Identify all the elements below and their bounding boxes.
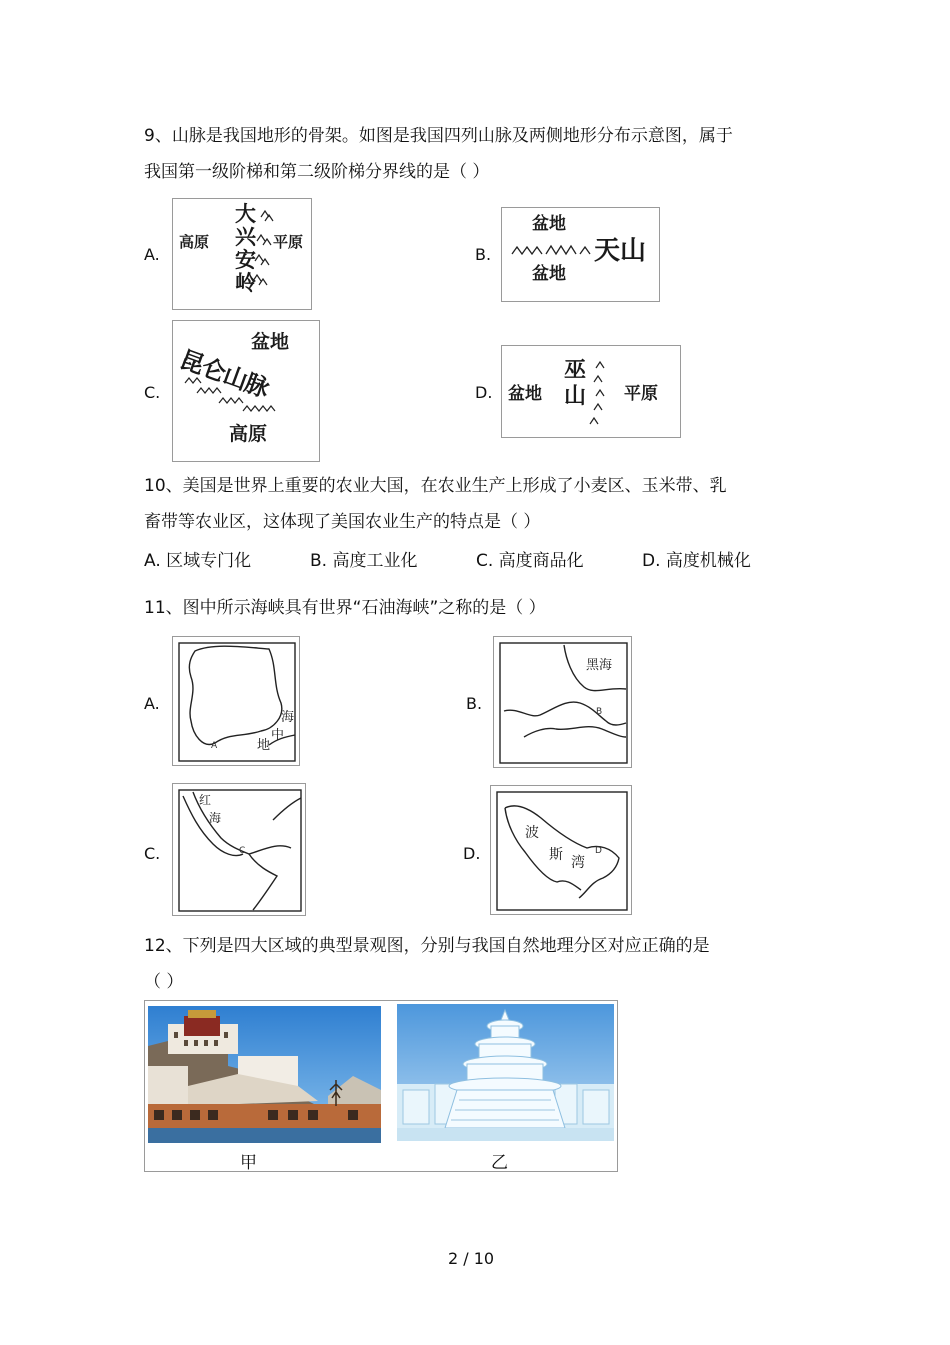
q11-option-d-map[interactable] [490,785,632,915]
q9-option-d-letter[interactable]: D. [475,383,493,402]
q11-c-sea-char1: 红 [199,793,212,807]
q9-option-c-letter[interactable]: C. [144,383,161,402]
q11-option-a-map[interactable] [172,636,300,766]
q9-stem-line2: 我国第一级阶梯和第二级阶梯分界线的是（ ） [144,162,490,182]
q9-b-top-label: 盆地 [532,214,566,234]
q11-d-mark: D [595,846,602,856]
q11-a-mark: A [211,741,218,751]
q9-d-right-label: 平原 [624,384,658,404]
q11-d-gulf-char2: 斯 [549,847,563,863]
q11-option-c-letter[interactable]: C. [144,844,161,863]
q10-option-a[interactable]: A. 区域专门化 [144,551,252,571]
q9-a-mountain-label: 大兴安岭 [235,202,256,295]
q12-caption-yi: 乙 [491,1153,508,1173]
q9-b-bottom-label: 盆地 [532,264,566,284]
q11-d-gulf-char1: 波 [525,825,539,841]
q12-stem-line2: （ ） [144,972,184,992]
q9-option-a-letter[interactable]: A. [144,245,160,264]
q10-stem-line2: 畜带等农业区，这体现了美国农业生产的特点是（ ） [144,512,541,532]
q9-stem-line1: 9、山脉是我国地形的骨架。如图是我国四列山脉及两侧地形分布示意图，属于 [144,126,733,146]
q11-option-d-letter[interactable]: D. [463,844,481,863]
q11-c-sea-char2: 海 [209,811,222,825]
q11-b-coastline [494,637,632,768]
q11-b-mark: B [596,707,603,717]
q9-option-b-figure[interactable] [501,207,660,302]
q11-a-sea-char3: 地 [257,738,271,753]
page-number: 2 / 10 [448,1249,495,1268]
q9-b-mountain-label: 天山 [594,236,647,266]
q11-d-gulf-char3: 湾 [571,855,585,871]
q11-option-b-map[interactable] [493,636,632,768]
q11-option-a-letter[interactable]: A. [144,694,160,713]
q10-option-d[interactable]: D. 高度机械化 [642,551,751,571]
q11-b-sea-label: 黑海 [586,658,613,673]
q9-option-c-figure[interactable] [172,320,320,462]
q12-photo-jia [148,1006,381,1143]
q12-caption-jia: 甲 [240,1153,257,1173]
q9-c-mountain-label: 昆仑山脉 [176,345,273,403]
q9-c-bottom-label: 高原 [229,423,268,445]
q9-d-mountain-label: 巫山 [564,358,587,409]
q12-stem-line1: 12、下列是四大区域的典型景观图，分别与我国自然地理分区对应正确的是 [144,936,710,956]
q9-option-a-figure[interactable] [172,198,312,310]
q11-option-c-map[interactable] [172,783,306,916]
q9-option-d-figure[interactable] [501,345,681,438]
q9-option-b-letter[interactable]: B. [475,245,492,264]
q9-c-top-label: 盆地 [251,331,290,353]
q11-stem-line1: 11、图中所示海峡具有世界“石油海峡”之称的是（ ） [144,598,546,618]
q11-c-mark: C [239,846,246,856]
q10-option-b[interactable]: B. 高度工业化 [310,551,418,571]
q11-a-sea-char2: 中 [271,728,285,743]
q9-a-left-label: 高原 [179,233,210,251]
q12-photo-yi [397,1004,614,1141]
q11-a-coastline [173,637,300,766]
q9-a-mountain-icons [173,199,312,310]
q12-photo-panel [144,1000,618,1172]
q10-stem-line1: 10、美国是世界上重要的农业大国，在农业生产上形成了小麦区、玉米带、乳 [144,476,727,496]
q9-a-right-label: 平原 [273,233,304,251]
q10-option-c[interactable]: C. 高度商品化 [476,551,584,571]
q11-a-sea-char1: 海 [281,710,295,725]
q9-d-left-label: 盆地 [508,384,542,404]
q11-option-b-letter[interactable]: B. [466,694,483,713]
